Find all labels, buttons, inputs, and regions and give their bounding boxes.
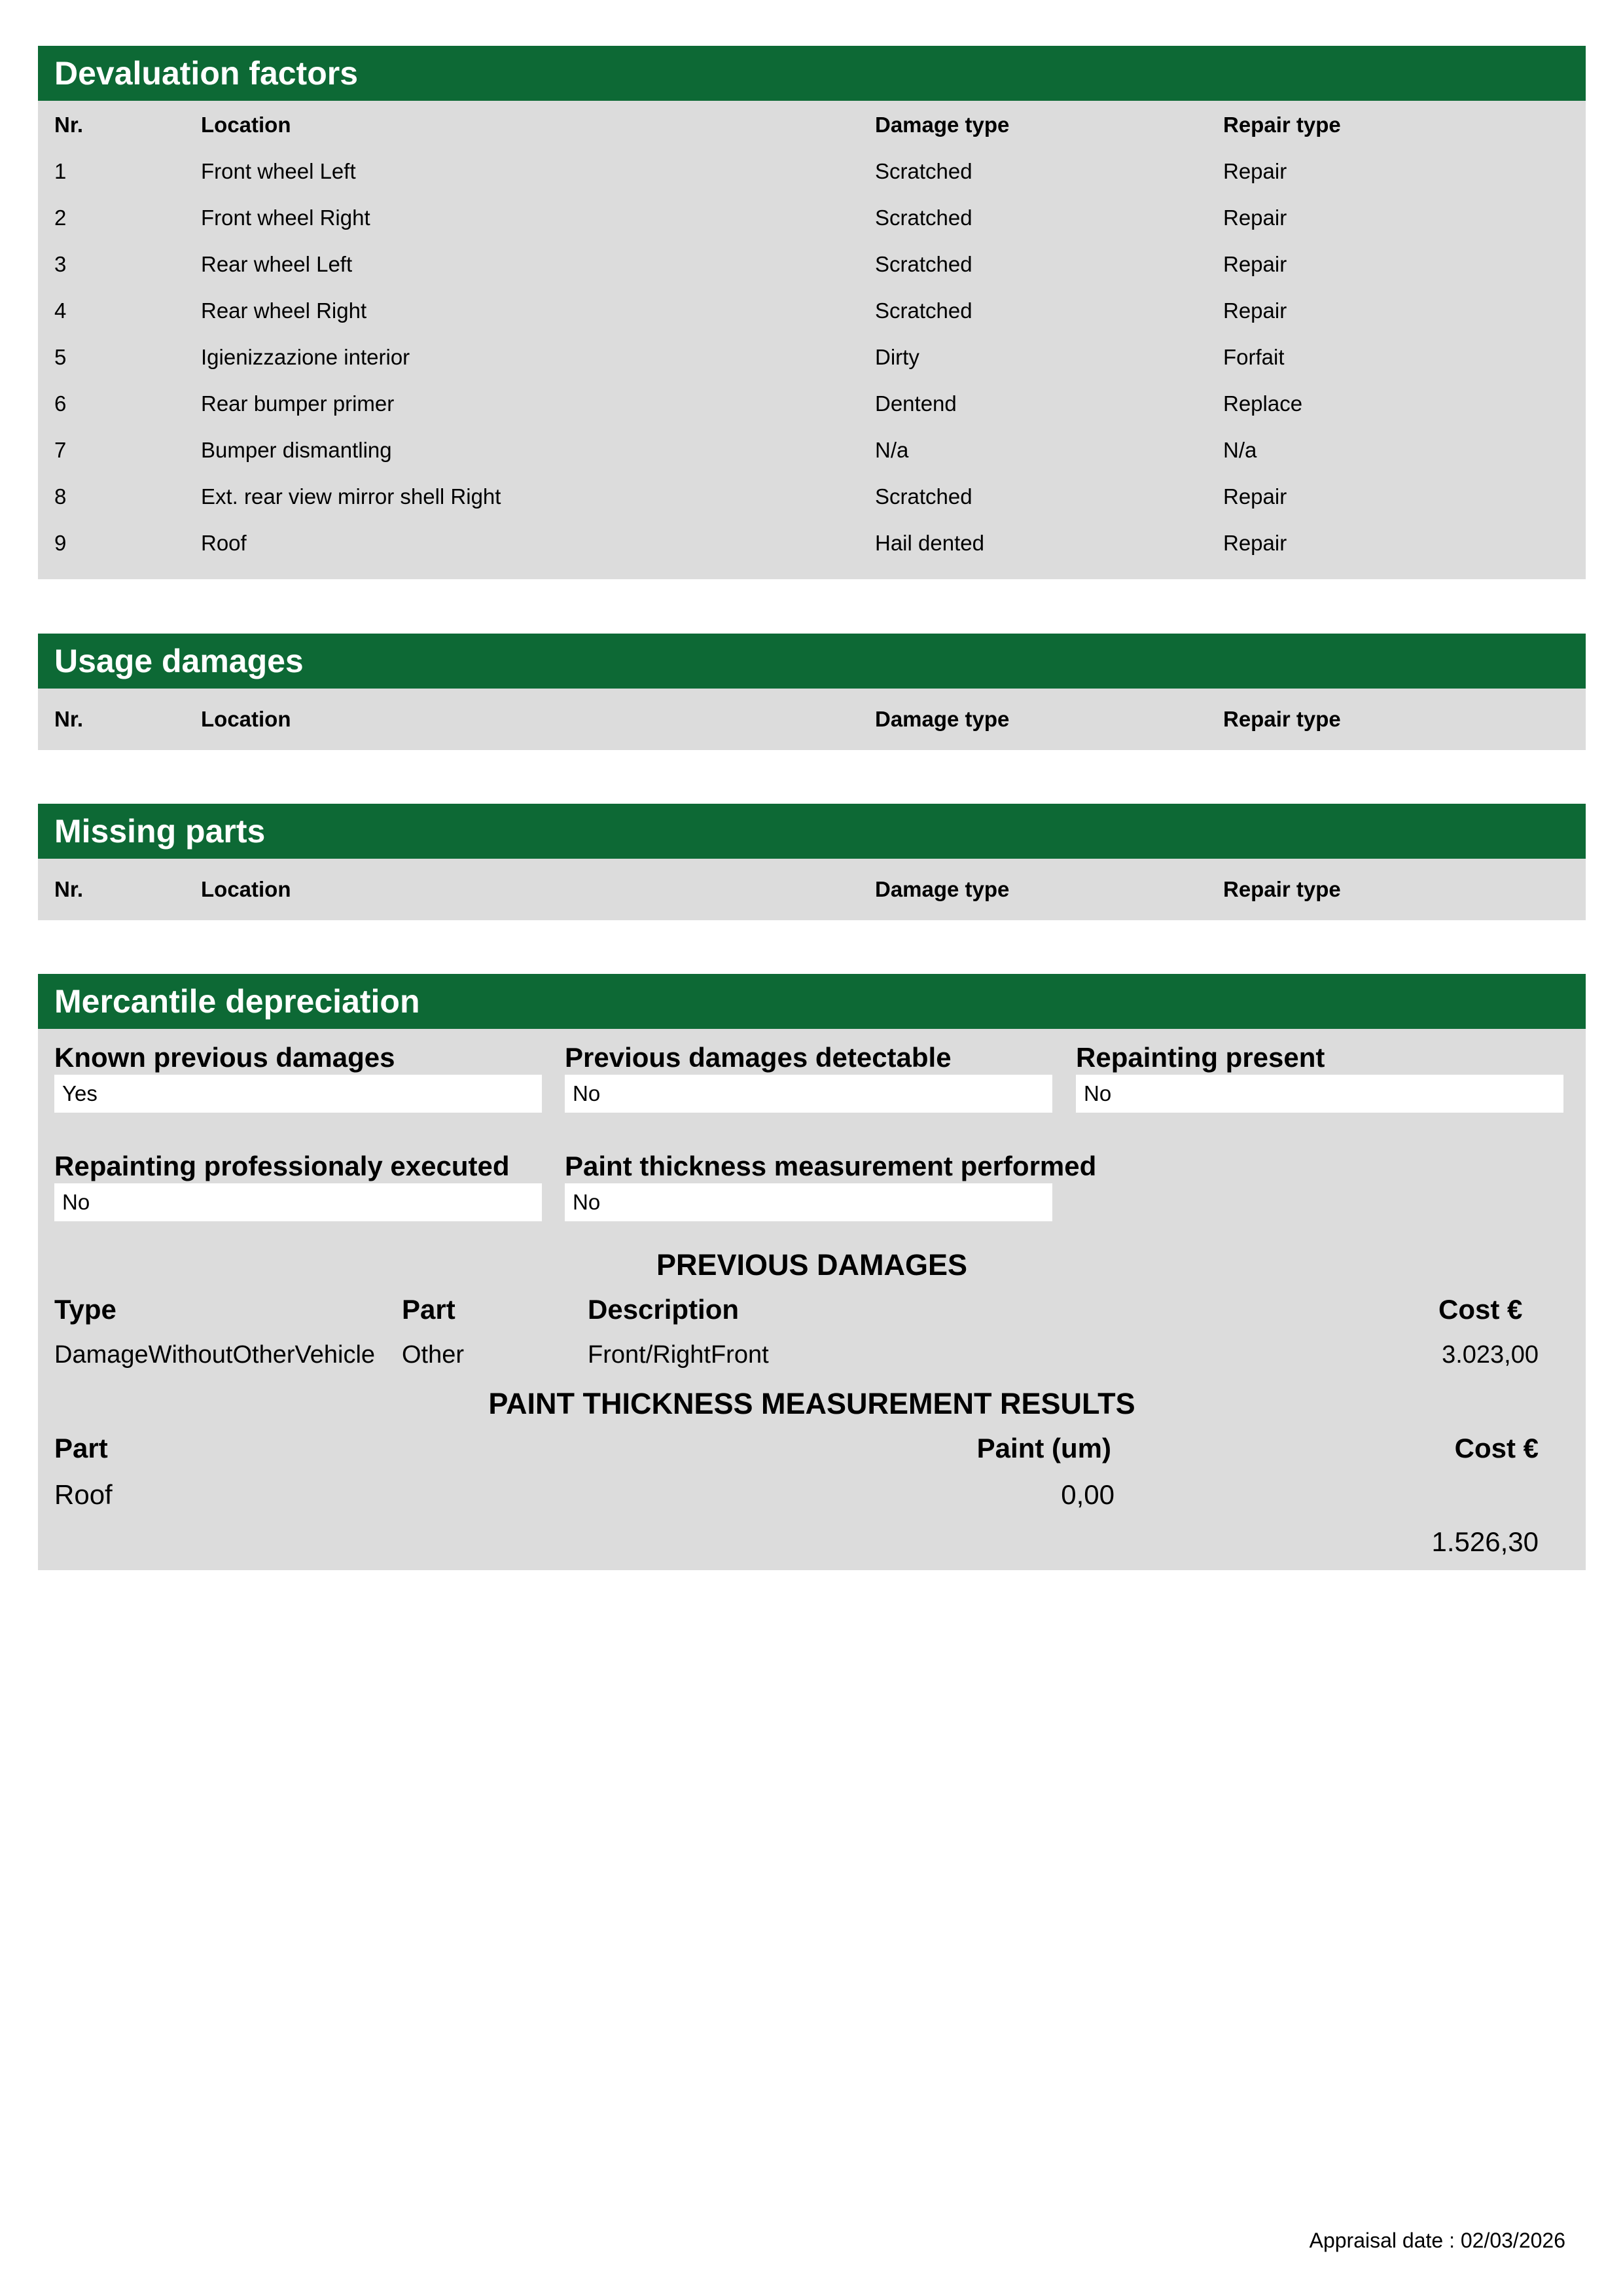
- row-repair-type: Repair: [1223, 206, 1287, 230]
- missing-parts-section: [38, 804, 1586, 920]
- table-row: [38, 520, 1586, 566]
- previous-damages-detectable-value: No: [565, 1075, 1052, 1113]
- usage-damages-section: [38, 634, 1586, 750]
- previous-damages-title: PREVIOUS DAMAGES: [656, 1248, 968, 1282]
- row-repair-type: Repair: [1223, 298, 1287, 323]
- prev-col-header-cost: Cost €: [1438, 1294, 1523, 1325]
- paint-total-cost: 1.526,30: [1431, 1526, 1539, 1557]
- paint-col-header-paint: Paint (um): [976, 1433, 1111, 1463]
- known-previous-damages-label: Known previous damages: [54, 1042, 395, 1073]
- paint-row-thickness: 0,00: [1061, 1479, 1115, 1510]
- appraisal-date: Appraisal date : 02/03/2026: [1309, 2229, 1565, 2252]
- row-nr: 3: [54, 252, 67, 276]
- row-damage-type: Hail dented: [875, 531, 984, 555]
- row-location: Igienizzazione interior: [201, 345, 410, 369]
- table-row: [38, 241, 1586, 287]
- row-nr: 6: [54, 391, 67, 416]
- paint-thickness-performed-label: Paint thickness measurement performed: [565, 1151, 1097, 1181]
- devaluation-factors-title: Devaluation factors: [38, 46, 1586, 101]
- row-damage-type: Scratched: [875, 206, 972, 230]
- prev-col-header-type: Type: [54, 1294, 116, 1325]
- known-previous-damages-value: Yes: [54, 1075, 542, 1113]
- column-header-nr: Nr.: [54, 707, 84, 731]
- column-header-damage-type: Damage type: [875, 877, 1010, 901]
- table-row: [38, 380, 1586, 427]
- column-header-location: Location: [201, 877, 291, 901]
- table-header-row: [38, 101, 1586, 148]
- prev-row-type: DamageWithoutOtherVehicle: [54, 1341, 376, 1369]
- paint-thickness-title: PAINT THICKNESS MEASUREMENT RESULTS: [488, 1387, 1135, 1420]
- table-header-row: [38, 866, 1586, 912]
- table-row: [38, 148, 1586, 194]
- row-location: Bumper dismantling: [201, 438, 392, 462]
- row-location: Rear wheel Right: [201, 298, 367, 323]
- column-header-repair-type: Repair type: [1223, 113, 1341, 137]
- table-header-row: [38, 696, 1586, 742]
- mercantile-depreciation-section: [38, 974, 1586, 1570]
- column-header-nr: Nr.: [54, 877, 84, 901]
- usage-damages-table: [38, 689, 1586, 742]
- row-nr: 8: [54, 484, 67, 509]
- column-header-damage-type: Damage type: [875, 113, 1010, 137]
- row-nr: 4: [54, 298, 67, 323]
- prev-row-cost: 3.023,00: [1442, 1341, 1539, 1369]
- paint-col-header-part: Part: [54, 1433, 108, 1463]
- column-header-repair-type: Repair type: [1223, 707, 1341, 731]
- row-repair-type: Repair: [1223, 484, 1287, 509]
- row-nr: 7: [54, 438, 67, 462]
- row-location: Front wheel Left: [201, 159, 356, 183]
- table-row: [38, 334, 1586, 380]
- row-repair-type: Repair: [1223, 531, 1287, 555]
- table-row: [38, 287, 1586, 334]
- row-repair-type: N/a: [1223, 438, 1257, 462]
- row-nr: 2: [54, 206, 67, 230]
- column-header-location: Location: [201, 113, 291, 137]
- row-nr: 1: [54, 159, 67, 183]
- column-header-damage-type: Damage type: [875, 707, 1010, 731]
- row-location: Front wheel Right: [201, 206, 370, 230]
- paint-row-part: Roof: [54, 1479, 113, 1510]
- column-header-repair-type: Repair type: [1223, 877, 1341, 901]
- row-repair-type: Replace: [1223, 391, 1303, 416]
- table-row: [38, 427, 1586, 473]
- repainting-professional-value: No: [54, 1183, 542, 1221]
- table-row: [38, 194, 1586, 241]
- repainting-present-label: Repainting present: [1076, 1042, 1325, 1073]
- devaluation-factors-section: [38, 46, 1586, 579]
- devaluation-table: [38, 101, 1586, 566]
- column-header-location: Location: [201, 707, 291, 731]
- prev-col-header-description: Description: [588, 1294, 740, 1325]
- mercantile-body: [38, 1029, 1586, 1570]
- row-damage-type: Dentend: [875, 391, 957, 416]
- missing-parts-title: Missing parts: [38, 804, 1586, 859]
- row-damage-type: Scratched: [875, 298, 972, 323]
- row-location: Rear wheel Left: [201, 252, 353, 276]
- paint-col-header-cost: Cost €: [1454, 1433, 1539, 1463]
- previous-damages-detectable-label: Previous damages detectable: [565, 1042, 952, 1073]
- paint-thickness-performed-value: No: [565, 1183, 1052, 1221]
- row-repair-type: Repair: [1223, 252, 1287, 276]
- row-repair-type: Repair: [1223, 159, 1287, 183]
- row-damage-type: Scratched: [875, 252, 972, 276]
- table-row: [38, 473, 1586, 520]
- repainting-professional-label: Repainting professionaly executed: [54, 1151, 510, 1181]
- row-location: Ext. rear view mirror shell Right: [201, 484, 501, 509]
- row-location: Roof: [201, 531, 247, 555]
- prev-col-header-part: Part: [402, 1294, 455, 1325]
- repainting-present-value: No: [1076, 1075, 1563, 1113]
- row-nr: 5: [54, 345, 67, 369]
- prev-row-description: Front/RightFront: [588, 1341, 769, 1369]
- column-header-nr: Nr.: [54, 113, 84, 137]
- row-damage-type: Scratched: [875, 159, 972, 183]
- row-location: Rear bumper primer: [201, 391, 395, 416]
- mercantile-depreciation-title: Mercantile depreciation: [38, 974, 1586, 1029]
- row-nr: 9: [54, 531, 67, 555]
- row-damage-type: Scratched: [875, 484, 972, 509]
- prev-row-part: Other: [402, 1341, 465, 1369]
- usage-damages-title: Usage damages: [38, 634, 1586, 689]
- missing-parts-table: [38, 859, 1586, 912]
- row-damage-type: Dirty: [875, 345, 919, 369]
- row-damage-type: N/a: [875, 438, 909, 462]
- row-repair-type: Forfait: [1223, 345, 1285, 369]
